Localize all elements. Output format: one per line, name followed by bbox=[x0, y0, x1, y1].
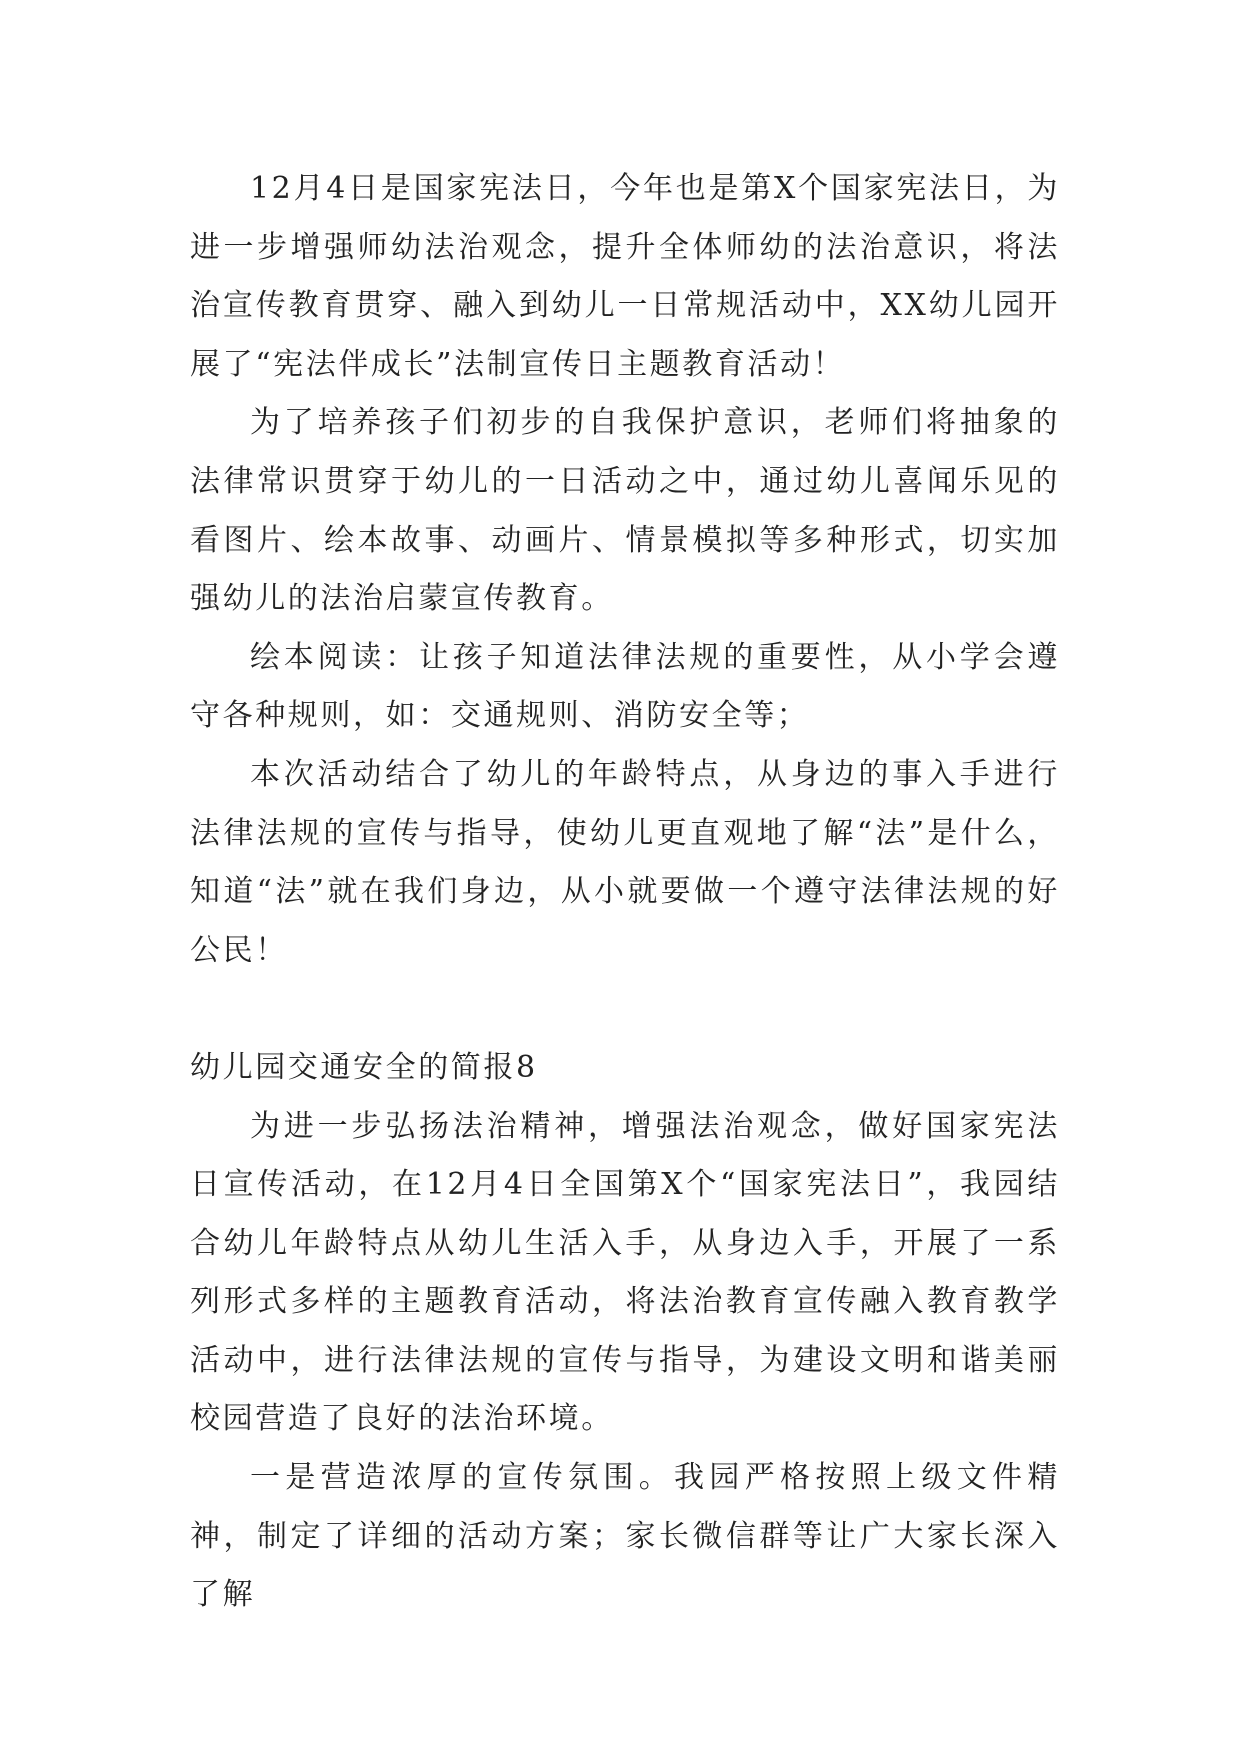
paragraph: 12月4日是国家宪法日，今年也是第X个国家宪法日，为进一步增强师幼法治观念，提升全体师幼的法治意识，将法治宣传教育贯穿、融入到幼儿一日常规活动中，XX幼儿园开展了“宪法伴成长”法制宣传日主题教育活动！ bbox=[190, 171, 1060, 382]
paragraph: 为进一步弘扬法治精神，增强法治观念，做好国家宪法日宣传活动，在12月4日全国第X个“国家宪法日”，我园结合幼儿年龄特点从幼儿生活入手，从身边入手，开展了一系列形式多样的主题教育活动，将法治教育宣传融入教育教学活动中，进行法律法规的宣传与指导，为建设文明和谐美丽校园营造了良好的法治环境。 bbox=[190, 1108, 1060, 1437]
paragraph: 本次活动结合了幼儿的年龄特点，从身边的事入手进行法律法规的宣传与指导，使幼儿更直观地了解“法”是什么，知道“法”就在我们身边，从小就要做一个遵守法律法规的好公民！ bbox=[190, 756, 1060, 968]
paragraph: 为了培养孩子们初步的自我保护意识，老师们将抽象的法律常识贯穿于幼儿的一日活动之中，通过幼儿喜闻乐见的看图片、绘本故事、动画片、情景模拟等多种形式，切实加强幼儿的法治启蒙宣传教育。 bbox=[190, 405, 1060, 617]
section-spacer bbox=[190, 980, 1060, 1039]
document-body bbox=[190, 160, 1060, 1625]
paragraph: 绘本阅读：让孩子知道法律法规的重要性，从小学会遵守各种规则，如：交通规则、消防安全等； bbox=[190, 639, 1060, 734]
paragraph: 一是营造浓厚的宣传氛围。我园严格按照上级文件精神，制定了详细的活动方案；家长微信群等让广大家长深入了解 bbox=[190, 1460, 1060, 1613]
section-heading: 幼儿园交通安全的简报8 bbox=[190, 1049, 538, 1085]
